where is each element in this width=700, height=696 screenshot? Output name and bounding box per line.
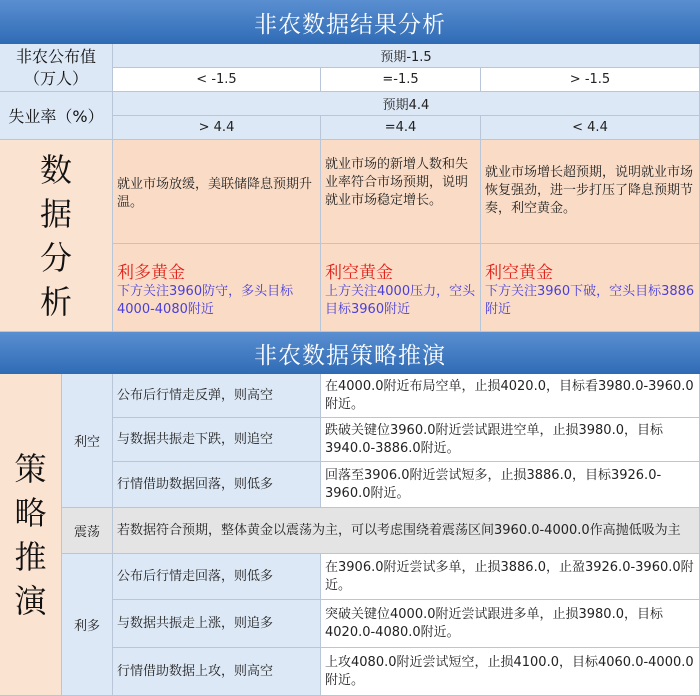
bear-scenario-1 xyxy=(113,374,321,418)
scenario-text: 公布后行情走回落，则低多 xyxy=(117,568,274,584)
analysis-verdict-3 xyxy=(481,244,700,332)
bull-scenario-1 xyxy=(113,554,321,600)
analysis-header-title: 非农数据结果分析 xyxy=(254,11,446,38)
bear-label: 利空 xyxy=(73,435,100,450)
analysis-title-char: 分 xyxy=(39,238,72,277)
unemp-label-cell xyxy=(0,92,113,140)
plan-text: 在4000.0附近布局空单，止损4020.0，目标看3980.0-3960.0附近。 xyxy=(325,378,694,412)
bull-plan-3 xyxy=(321,648,700,696)
bull-scenario-2 xyxy=(113,600,321,648)
range-text-cell xyxy=(113,508,700,554)
analysis-title-char: 数 xyxy=(39,150,72,189)
analysis-text-3-content: 就业市场增长超预期，说明就业市场恢复强劲，进一步打压了降息预期节奏，利空黄金。 xyxy=(485,165,694,216)
nfp-cond-2 xyxy=(321,68,481,92)
unemp-cond-2 xyxy=(321,116,481,140)
strategy-title-char: 演 xyxy=(14,581,47,620)
nfp-cond-3-text: > -1.5 xyxy=(569,72,611,87)
bull-plan-1 xyxy=(321,554,700,600)
analysis-side-title xyxy=(0,140,113,332)
nfp-expected xyxy=(113,44,700,68)
bear-plan-3 xyxy=(321,462,700,508)
bear-plan-1 xyxy=(321,374,700,418)
nfp-cond-3 xyxy=(481,68,700,92)
unemp-cond-3-text: < 4.4 xyxy=(572,120,608,135)
analysis-text-1 xyxy=(113,140,321,244)
strategy-side-title xyxy=(0,374,62,696)
analysis-text-2 xyxy=(321,140,481,244)
unemp-cond-3 xyxy=(481,116,700,140)
scenario-text: 行情借助数据上攻，则高空 xyxy=(117,663,274,679)
strategy-title-char: 略 xyxy=(14,493,47,532)
bull-scenario-3 xyxy=(113,648,321,696)
bear-scenario-3 xyxy=(113,462,321,508)
strategy-header-title: 非农数据策略推演 xyxy=(254,342,446,369)
verdict-label: 利多黄金 xyxy=(117,263,185,283)
analysis-title-char: 析 xyxy=(39,282,72,321)
verdict-note: 下方关注3960下破，空头目标3886附近 xyxy=(485,284,695,317)
analysis-verdict-2 xyxy=(321,244,481,332)
range-label: 震荡 xyxy=(73,525,100,540)
unemp-expected xyxy=(113,92,700,116)
unemp-expected-text: 预期4.4 xyxy=(382,98,430,113)
scenario-text: 公布后行情走反弹，则高空 xyxy=(117,387,274,403)
strategy-title-char: 推 xyxy=(14,537,47,576)
bear-scenario-2 xyxy=(113,418,321,462)
nfp-cond-2-text: =-1.5 xyxy=(382,72,419,87)
bear-label-cell xyxy=(62,374,113,508)
scenario-text: 与数据共振走上涨，则追多 xyxy=(117,615,274,631)
plan-text: 突破关键位4000.0附近尝试跟进多单，止损3980.0，目标4020.0-4080.0附近。 xyxy=(325,606,663,640)
analysis-text-3 xyxy=(481,140,700,244)
strategy-title-char: 策 xyxy=(14,449,47,488)
range-text: 若数据符合预期，整体黄金以震荡为主，可以考虑围绕着震荡区间3960.0-4000.0作高抛低吸为主 xyxy=(117,522,681,538)
unemp-label: 失业率（%） xyxy=(8,107,104,126)
verdict-label: 利空黄金 xyxy=(485,263,553,283)
analysis-verdict-1 xyxy=(113,244,321,332)
bull-label: 利多 xyxy=(73,619,100,634)
scenario-text: 行情借助数据回落，则低多 xyxy=(117,476,274,492)
verdict-note: 上方关注4000压力，空头目标3960附近 xyxy=(325,284,476,317)
unemp-cond-1 xyxy=(113,116,321,140)
analysis-title-char: 据 xyxy=(39,194,72,233)
bull-plan-2 xyxy=(321,600,700,648)
bull-label-cell xyxy=(62,554,113,696)
nfp-label-line1: 非农公布值 xyxy=(15,46,96,66)
nfp-expected-text: 预期-1.5 xyxy=(380,50,432,65)
scenario-text: 与数据共振走下跌，则追空 xyxy=(117,431,274,447)
plan-text: 上攻4080.0附近尝试短空，止损4100.0，目标4060.0-4000.0附近。 xyxy=(325,654,694,688)
unemp-cond-1-text: > 4.4 xyxy=(198,120,235,135)
analysis-text-1-content: 就业市场放缓，美联储降息预期升温。 xyxy=(117,177,313,210)
analysis-header xyxy=(0,0,700,44)
plan-text: 在3906.0附近尝试多单，止损3886.0，止盈3926.0-3960.0附近。 xyxy=(325,559,694,593)
nfp-label-cell xyxy=(0,44,113,92)
verdict-label: 利空黄金 xyxy=(325,263,393,283)
range-label-cell xyxy=(62,508,113,554)
bear-plan-2 xyxy=(321,418,700,462)
unemp-cond-2-text: =4.4 xyxy=(384,120,417,135)
nfp-label-line2: （万人） xyxy=(23,68,88,88)
strategy-header xyxy=(0,332,700,374)
analysis-text-2-content: 就业市场的新增人数和失业率符合市场预期，说明就业市场稳定增长。 xyxy=(325,157,469,208)
verdict-note: 下方关注3960防守，多头目标4000-4080附近 xyxy=(117,284,294,317)
plan-text: 回落至3906.0附近尝试短多，止损3886.0，目标3926.0-3960.0附近。 xyxy=(325,467,662,501)
nfp-cond-1-text: < -1.5 xyxy=(196,72,237,87)
nfp-cond-1 xyxy=(113,68,321,92)
plan-text: 跌破关键位3960.0附近尝试跟进空单，止损3980.0，目标3940.0-3886.0附近。 xyxy=(325,422,663,456)
